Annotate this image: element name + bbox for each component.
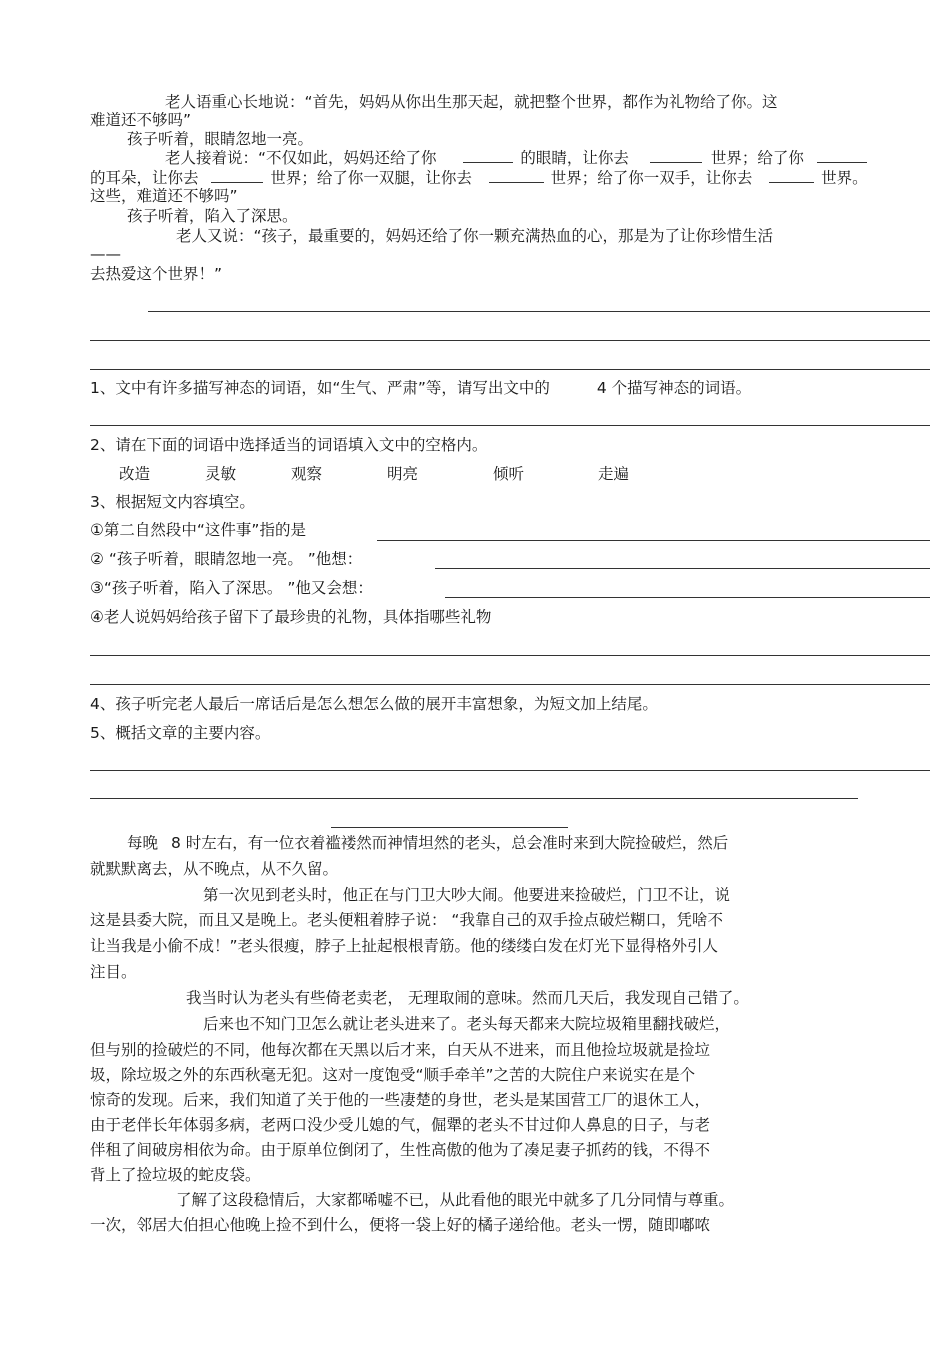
fill-blank-6[interactable] [769,168,814,183]
passage1-line8: 老人又说：“孩子，最重要的，妈妈还给了你一颗充满热血的心，那是为了让你珍惜生活 [176,227,774,245]
word-option: 灵敏 [205,465,237,483]
passage2-line: 背上了捡垃圾的蛇皮袋。 [90,1166,261,1184]
passage2-line: 第一次见到老头时，他正在与门卫大吵大闹。他要进来捡破烂，门卫不让，说 [203,886,731,904]
word-option: 明亮 [387,465,419,483]
answer-line[interactable] [377,540,930,541]
answer-line[interactable] [90,798,858,799]
line5-part-c: 世界；给了你一双手，让你去 [550,169,753,187]
passage1-line1: 老人语重心长地说：“首先，妈妈从你出生那天起，就把整个世界，都作为礼物给了你。这 [165,93,778,111]
word-option: 改造 [119,465,151,483]
passage1-line7: 孩子听着，陷入了深思。 [127,207,298,225]
answer-line[interactable] [90,369,930,370]
line4-part-a: 老人接着说：“不仅如此，妈妈还给了你 [165,149,437,167]
answer-line[interactable] [90,770,930,771]
passage2-line: 但与别的捡破烂的不同，他每次都在天黑以后才来，白天从不进来，而且他捡垃圾就是捡垃 [90,1041,711,1059]
question-3: 3、根据短文内容填空。 [90,493,255,511]
question-2: 2、请在下面的词语中选择适当的词语填入文中的空格内。 [90,436,488,454]
fill-blank-2[interactable] [650,148,702,163]
word-option: 倾听 [493,465,525,483]
passage1-line6: 这些，难道还不够吗” [90,187,238,205]
question-1-text-b: 4 个描写神态的词语。 [596,379,752,397]
answer-line[interactable] [435,568,930,569]
section-divider [331,827,568,828]
question-3-4: ④老人说妈妈给孩子留下了最珍贵的礼物，具体指哪些礼物 [90,608,492,626]
word-option: 观察 [291,465,323,483]
passage2-line: 后来也不知门卫怎么就让老头进来了。老头每天都来大院垃圾箱里翻找破烂， [203,1015,731,1033]
passage1-line2: 难道还不够吗” [90,111,192,129]
passage2-line [127,833,728,853]
passage1-line4 [165,148,867,168]
passage1-dash: —— [90,245,121,263]
answer-line[interactable] [90,340,930,341]
fill-blank-1[interactable] [463,148,513,163]
passage2-line: 惊奇的发现。后来，我们知道了关于他的一些凄楚的身世，老头是某国营工厂的退休工人， [90,1091,711,1109]
line4-part-c: 世界；给了你 [710,149,804,167]
passage2-line: 伴租了间破房相依为命。由于原单位倒闭了，生性高傲的他为了凑足妻子抓药的钱，不得不 [90,1141,711,1159]
line4-part-b: 的眼睛，让你去 [520,149,629,167]
passage2-line: 这是县委大院，而且又是晚上。老头便粗着脖子说： “我靠自己的双手捡点破烂糊口，凭啥不 [90,911,723,929]
passage2-line: 由于老伴长年体弱多病，老两口没少受儿媳的气，倔犟的老头不甘过仰人鼻息的日子，与老 [90,1116,711,1134]
question-1-text: 1、文中有许多描写神态的词语，如“生气、严肃”等，请写出文中的 [90,379,550,397]
line5-part-a: 的耳朵，让你去 [90,169,199,187]
passage2-line: 注目。 [90,963,137,981]
question-3-3: ③“孩子听着，陷入了深思。 ”他又会想： [90,579,373,597]
question-4: 4、孩子听完老人最后一席话后是怎么想怎么做的展开丰富想象，为短文加上结尾。 [90,695,658,713]
question-3-2: ② “孩子听着，眼睛忽地一亮。 ”他想： [90,550,363,568]
fill-blank-5[interactable] [489,168,544,183]
line5-part-d: 世界。 [821,169,868,187]
passage1-line3: 孩子听着，眼睛忽地一亮。 [127,130,314,148]
answer-line[interactable] [90,655,930,656]
question-5: 5、概括文章的主要内容。 [90,724,271,742]
text-span: 8 [170,834,181,852]
question-3-1: ①第二自然段中“这件事”指的是 [90,521,306,539]
text-span: 时左右，有一位衣着褴褛然而神情坦然的老头，总会准时来到大院捡破烂，然后 [185,834,729,852]
passage2-line: 一次，邻居大伯担心他晚上捡不到什么，便将一袋上好的橘子递给他。老头一愣，随即嘟哝 [90,1216,711,1234]
fill-blank-4[interactable] [211,168,263,183]
fill-blank-3[interactable] [817,148,867,163]
passage1-line5 [90,168,868,188]
passage1-line10: 去热爱这个世界！” [90,265,223,283]
question-1 [90,378,751,398]
passage2-line: 圾，除垃圾之外的东西秋毫无犯。这对一度饱受“顺手牵羊”之苦的大院住户来说实在是个 [90,1066,696,1084]
answer-line[interactable] [445,597,930,598]
passage2-line: 就默默离去，从不晚点，从不久留。 [90,860,339,878]
passage2-line: 我当时认为老头有些倚老卖老， 无理取闹的意味。然而几天后，我发现自己错了。 [186,989,749,1007]
passage2-line: 了解了这段稳情后，大家都唏嘘不已，从此看他的眼光中就多了几分同情与尊重。 [176,1191,735,1209]
answer-line[interactable] [90,425,930,426]
answer-line[interactable] [90,684,930,685]
line5-part-b: 世界；给了你一双腿，让你去 [270,169,472,187]
answer-line[interactable] [148,311,930,312]
passage2-line: 让当我是小偷不成！”老头很瘦，脖子上扯起根根青筋。他的缕缕白发在灯光下显得格外引人 [90,937,719,955]
word-option: 走遍 [598,465,630,483]
text-span: 每晚 [127,834,159,852]
